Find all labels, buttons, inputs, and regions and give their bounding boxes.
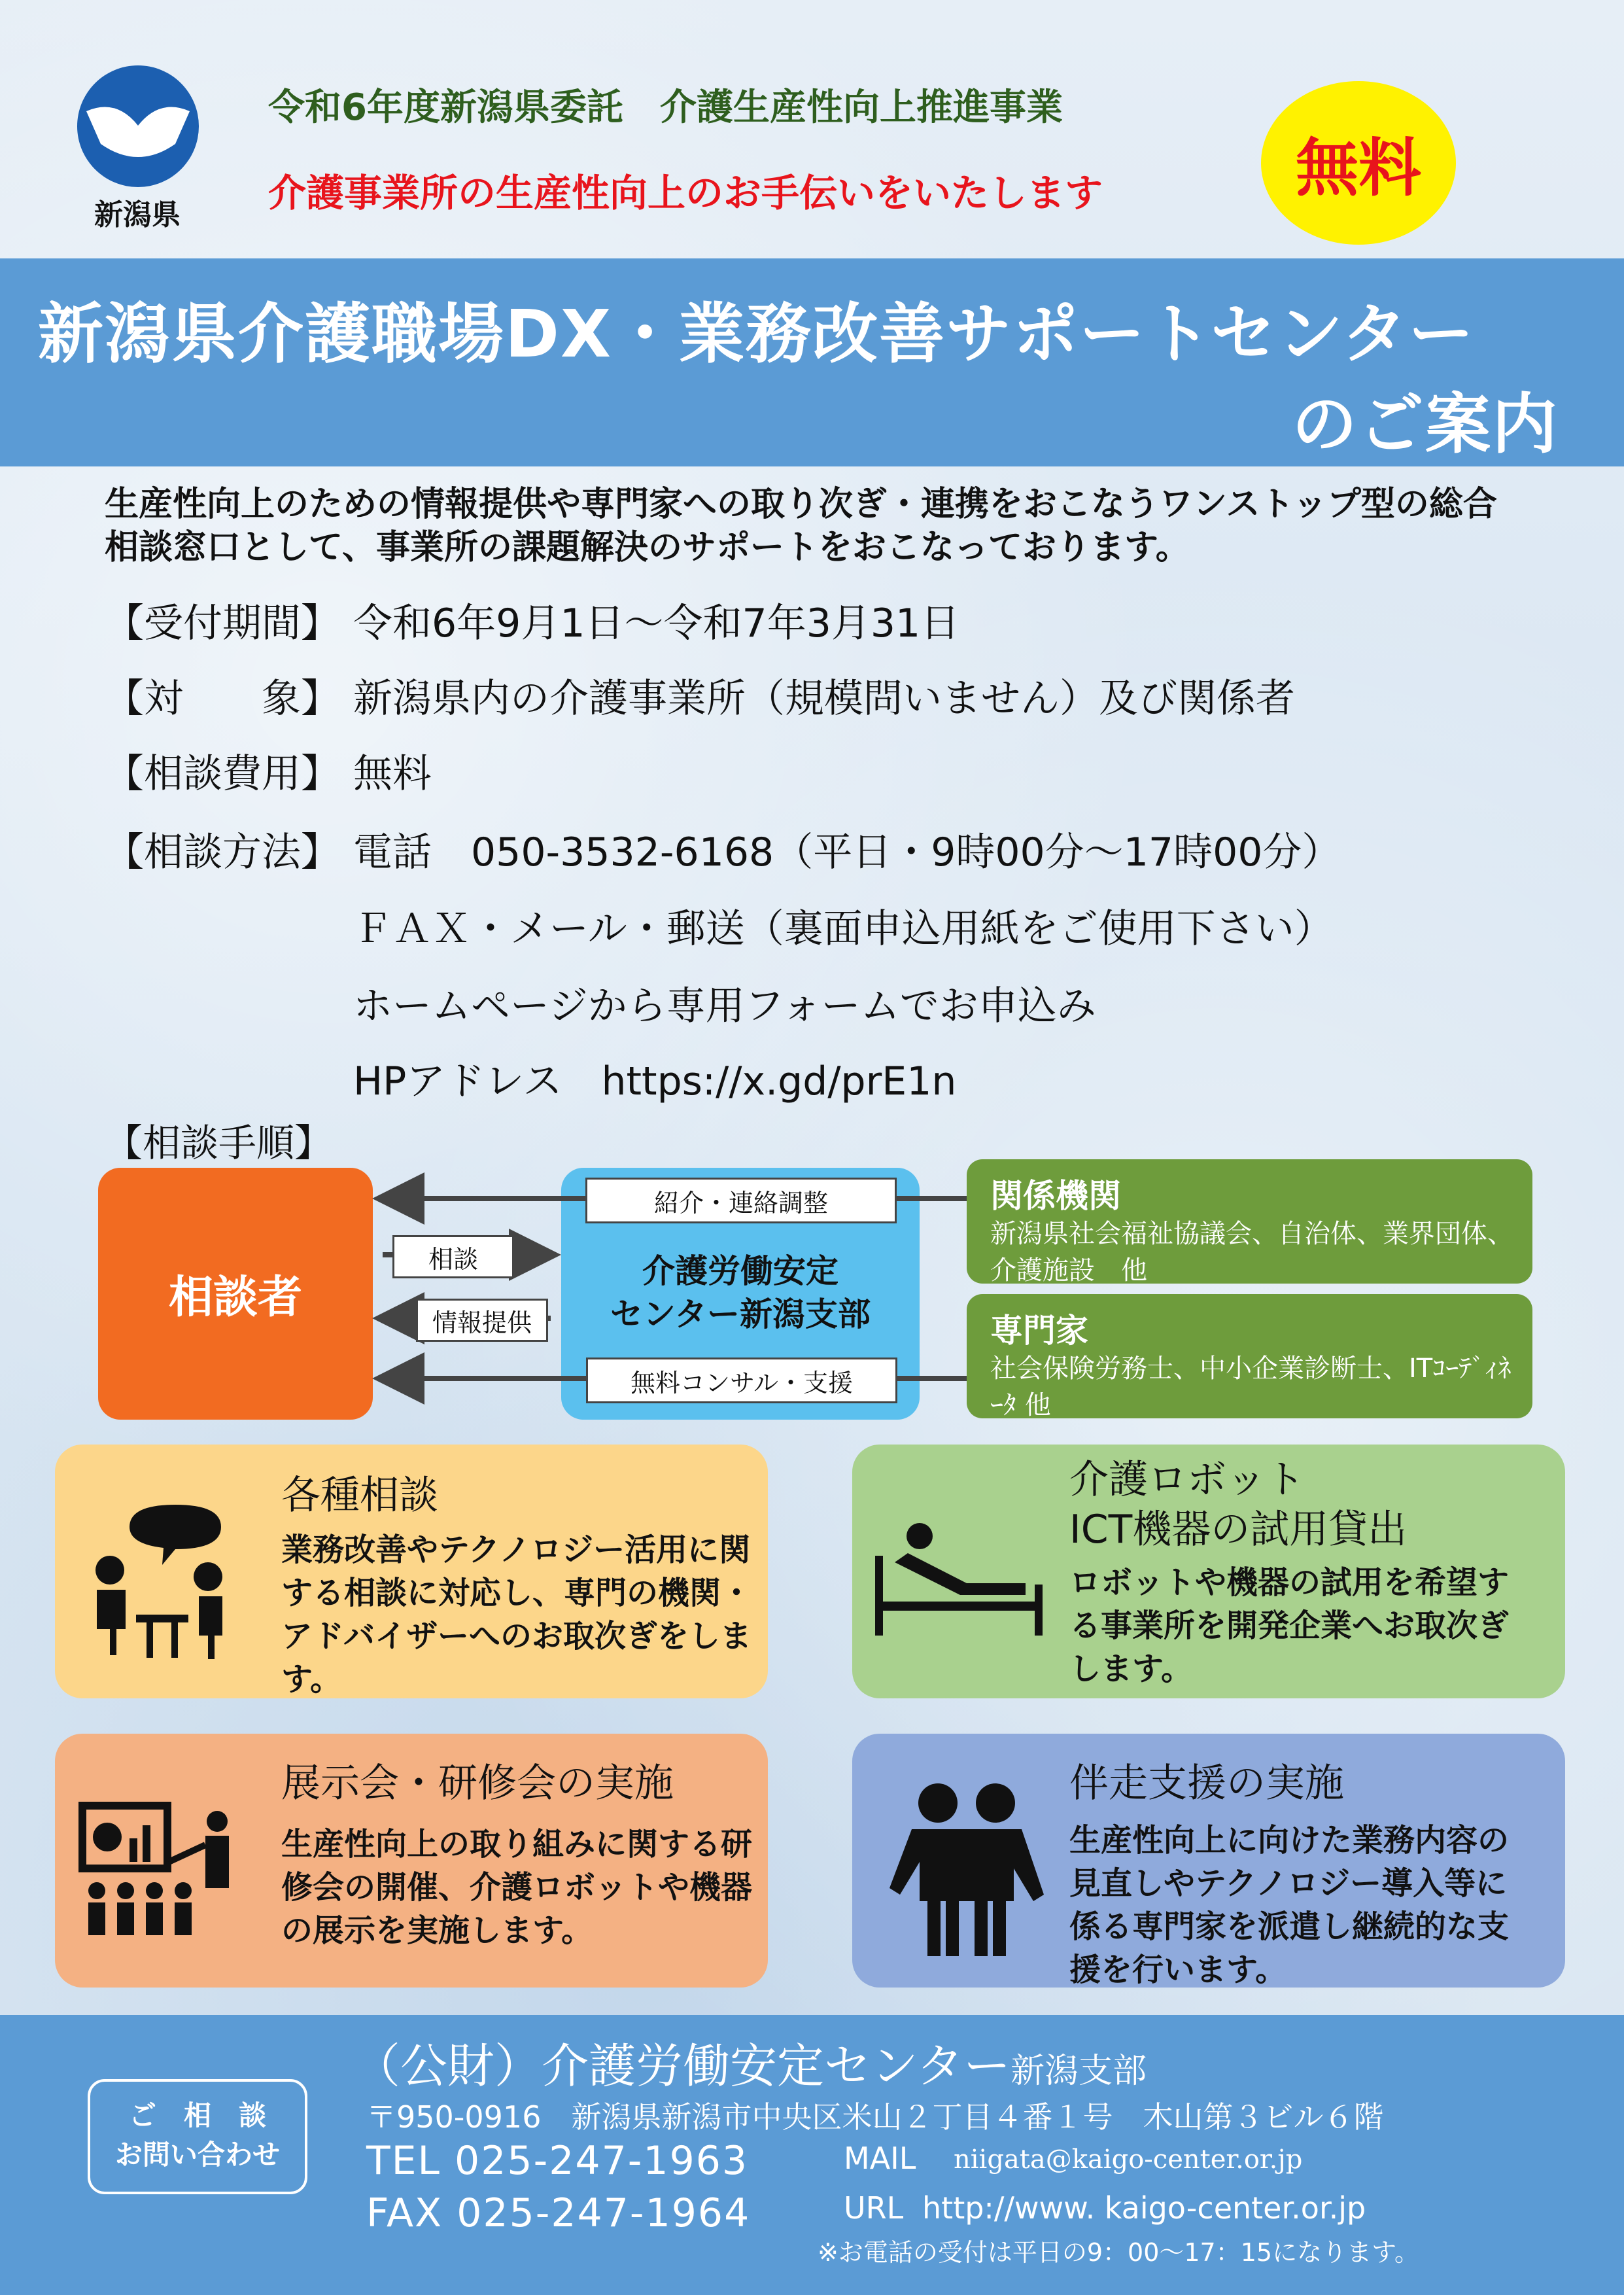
- experts-title: 専門家: [990, 1312, 1088, 1350]
- page-title: 新潟県介護職場DX・業務改善サポートセンター: [38, 296, 1476, 372]
- info-value: 令和6年9月1日～令和7年3月31日: [353, 601, 960, 646]
- info-value: 電話 050-3532-6168（平日・9時00分～17時00分）: [353, 830, 1341, 875]
- footer-address: 〒950-0916 新潟県新潟市中央区米山２丁目４番１号 木山第３ビル６階: [366, 2099, 1384, 2135]
- center-label-line1: 介護労働安定: [642, 1252, 838, 1290]
- center-label-line2: センター新潟支部: [610, 1295, 871, 1333]
- footer-mail[interactable]: niigata@kaigo-center.or.jp: [954, 2145, 1303, 2175]
- info-key: 【対 象】: [105, 676, 340, 722]
- page-title-suffix: のご案内: [1292, 386, 1559, 463]
- experts-box: [967, 1294, 1532, 1418]
- arrow-label-free-consult: 無料コンサル・支援: [586, 1358, 897, 1403]
- card-accompany-title: 伴走支援の実施: [1069, 1761, 1344, 1806]
- info-value: 新潟県内の介護事業所（規模問いません）及び関係者: [353, 676, 1295, 722]
- card-robot-rental-body: ロボットや機器の試用を希望する事業所を開発企業へお取次ぎします。: [1069, 1564, 1510, 1687]
- arrow-label-consult: 相談: [392, 1235, 514, 1278]
- related-orgs-title: 関係機関: [990, 1177, 1121, 1215]
- org-branch: 新潟支部: [1011, 2052, 1147, 2091]
- procedure-heading: 【相談手順】: [105, 1121, 333, 1165]
- org-name: （公財）介護労働安定センター: [353, 2039, 1011, 2094]
- card-robot-rental-title-1: 介護ロボット: [1069, 1457, 1305, 1503]
- arrow-label-introduce: 紹介・連絡調整: [585, 1178, 897, 1223]
- logo-caption: 新潟県: [94, 198, 181, 232]
- info-key: 【相談費用】: [105, 751, 340, 797]
- info-key: 【受付期間】: [105, 601, 340, 646]
- card-robot-rental-title-2: ICT機器の試用貸出: [1069, 1507, 1408, 1552]
- method-fax-mail: ＦＡＸ・メール・郵送（裏面申込用紙をご使用下さい）: [353, 906, 1334, 952]
- footer-note: ※お電話の受付は平日の9：00～17：15になります。: [818, 2238, 1420, 2267]
- card-exhibition-body: 生産性向上の取り組みに関する研修会の開催、介護ロボットや機器の展示を実施します。: [281, 1826, 753, 1949]
- footer-url[interactable]: http://www. kaigo-center.or.jp: [922, 2190, 1366, 2226]
- consultation-icon: [84, 1498, 241, 1662]
- contact-label-line2: お問い合わせ: [114, 2139, 280, 2171]
- related-orgs-box: [967, 1159, 1532, 1284]
- header-tagline: 介護事業所の生産性向上のお手伝いをいたします: [268, 171, 1103, 215]
- header-commission-line: 令和6年度新潟県委託 介護生産性向上推進事業: [268, 86, 1063, 129]
- card-exhibition-title: 展示会・研修会の実施: [281, 1761, 674, 1806]
- free-badge: 無料: [1261, 81, 1456, 245]
- experts-body: 社会保険労務士、中小企業診断士、ITｺｰﾃﾞｨﾈｰﾀ 他: [990, 1354, 1512, 1420]
- footer-tel[interactable]: TEL 025-247-1963: [366, 2138, 749, 2184]
- card-consultation-title: 各種相談: [281, 1473, 438, 1518]
- method-web-form: ホームページから専用フォームでお申込み: [353, 983, 1096, 1029]
- contact-label-line1: ご 相 談: [128, 2099, 266, 2131]
- arrow-label-info: 情報提供: [416, 1299, 548, 1342]
- footer-fax: FAX 025-247-1964: [366, 2190, 751, 2236]
- card-accompany-body: 生産性向上に向けた業務内容の見直しやテクノロジー導入等に係る専門家を派遣し継続的な支援を行います。: [1069, 1822, 1510, 1988]
- footer-organization: [353, 2028, 1147, 2096]
- footer-url-label: URL: [844, 2190, 904, 2226]
- contact-label-box: [88, 2079, 307, 2194]
- footer-mail-label: MAIL: [844, 2141, 916, 2176]
- support-people-icon: [882, 1779, 1052, 1963]
- related-orgs-body: 新潟県社会福祉協議会、自治体、業界団体、介護施設 他: [990, 1219, 1513, 1286]
- consultant-label: 相談者: [168, 1272, 302, 1323]
- info-value: 無料: [353, 751, 432, 797]
- intro-text: 生産性向上のための情報提供や専門家への取り次ぎ・連携をおこなうワンストップ型の総合相談窓口として、事業所の課題解決のサポートをおこなっております。: [105, 485, 1497, 567]
- presentation-icon: [77, 1799, 241, 1943]
- homepage-link[interactable]: HPアドレス https://x.gd/prE1n: [353, 1059, 957, 1104]
- card-consultation-body: 業務改善やテクノロジー活用に関する相談に対応し、専門の機関・アドバイザーへのお取次ぎをします。: [281, 1532, 753, 1698]
- info-key: 【相談方法】: [105, 830, 340, 875]
- care-bed-icon: [869, 1516, 1052, 1641]
